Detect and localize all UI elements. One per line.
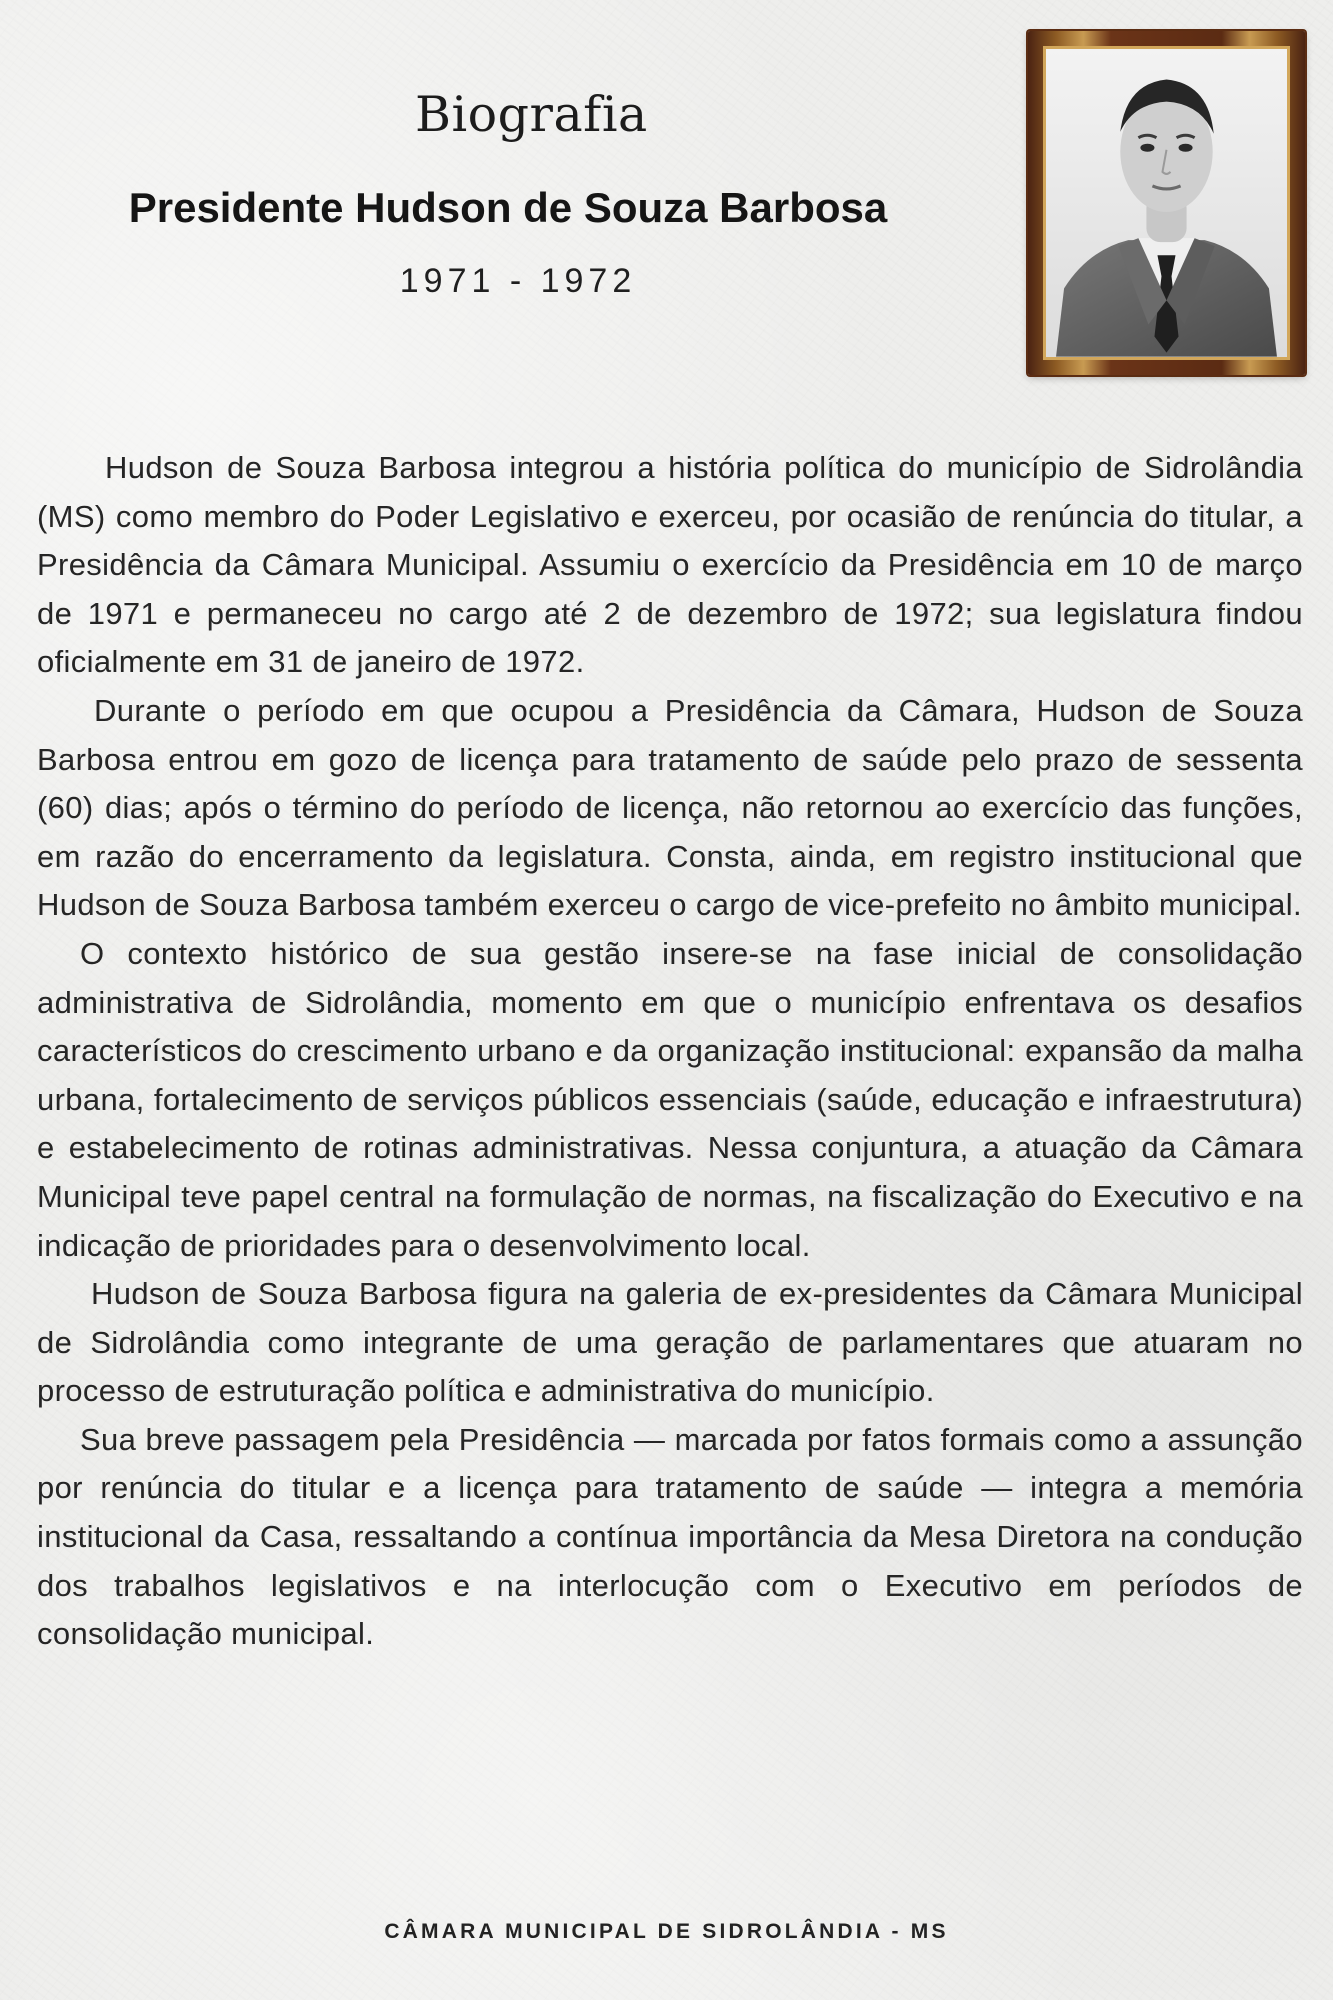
paragraph-5: Sua breve passagem pela Presidência — marcada por fatos formais como a assunção por renúncia do titular e a licença para tratamento de saúde — integra a memória institucional da Casa, ressaltando a contínua importância da Mesa Diretora na condução dos trabalhos legislativos e na interlocução com o Executivo em períodos de consolidação municipal.	[37, 1421, 1303, 1652]
portrait-frame	[1028, 31, 1305, 375]
portrait-photo	[1043, 46, 1290, 360]
paragraph-2: Durante o período em que ocupou a Presidência da Câmara, Hudson de Souza Barbosa entrou em gozo de licença para tratamento de saúde pelo prazo de sessenta (60) dias; após o término do período de licença, não retornou ao exercício das funções, em razão do encerramento da legislatura. Consta, ainda, em registro institucional que Hudson de Souza Barbosa também exerceu o cargo de vice-prefeito no âmbito municipal.	[37, 692, 1303, 923]
left-eye	[1140, 144, 1154, 152]
president-name: Presidente Hudson de Souza Barbosa	[128, 184, 888, 231]
paragraph-3: O contexto histórico de sua gestão insere-se na fase inicial de consolidação administrativa de Sidrolândia, momento em que o município enfrentava os desafios característicos do crescimento urbano e da organização institucional: expansão da malha urbana, fortalecimento de serviços públicos essenciais (saúde, educação e infraestrutura) e estabelecimento de rotinas administrativas. Nessa conjuntura, a atuação da Câmara Municipal teve papel central na formulação de normas, na fiscalização do Executivo e na indicação de prioridades para o desenvolvimento local.	[37, 935, 1303, 1263]
footer-institution: CÂMARA MUNICIPAL DE SIDROLÂNDIA - MS	[384, 1920, 949, 1943]
page-title: Biografia	[415, 86, 648, 143]
paragraph-1: Hudson de Souza Barbosa integrou a história política do município de Sidrolândia (MS) como membro do Poder Legislativo e exerceu, por ocasião de renúncia do titular, a Presidência da Câmara Municipal. Assumiu o exercício da Presidência em 10 de março de 1971 e permaneceu no cargo até 2 de dezembro de 1972; sua legislatura findou oficialmente em 31 de janeiro de 1972.	[37, 450, 1303, 680]
portrait-image	[1046, 49, 1287, 357]
term-years: 1971 - 1972	[399, 262, 637, 300]
right-eye	[1179, 144, 1193, 152]
paragraph-4: Hudson de Souza Barbosa figura na galeria de ex-presidentes da Câmara Municipal de Sidrolândia como integrante de uma geração de parlamentares que atuaram no processo de estruturação política e administrativa do município.	[37, 1276, 1303, 1409]
biography-text	[37, 444, 1303, 1659]
